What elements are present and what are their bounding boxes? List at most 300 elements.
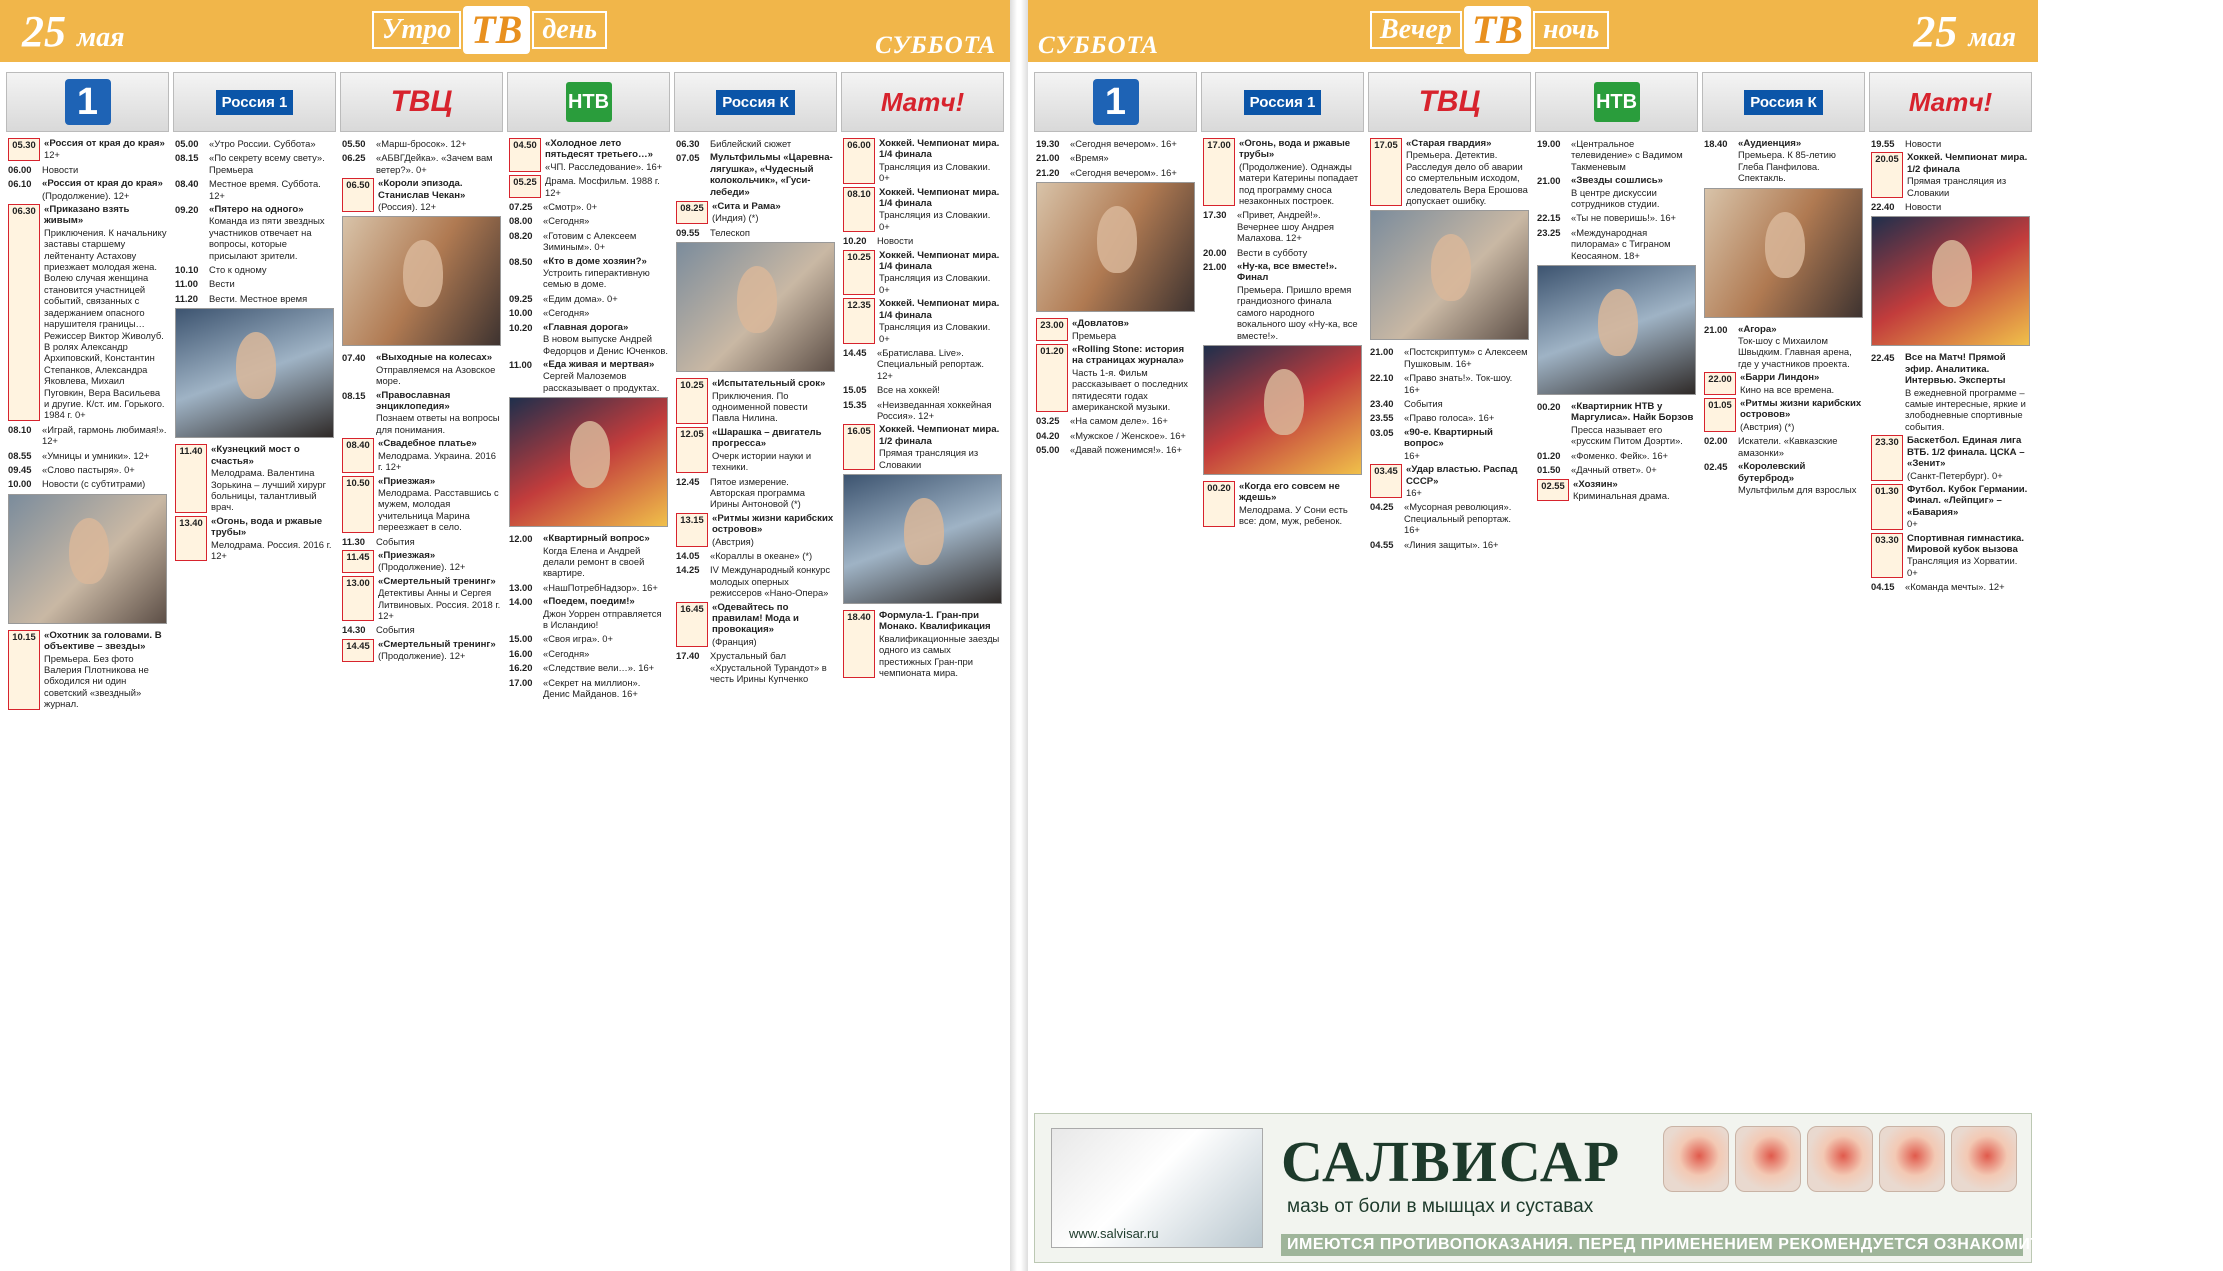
program-title: Спортивная гимнастика. Мировой кубок вызова xyxy=(1907,532,2025,555)
program-title: «Приказано взять живым» xyxy=(44,204,130,227)
program-description: В новом выпуске Андрей Федорцов и Денис Юченков. xyxy=(543,333,668,356)
channel-name-text: Россия 1 xyxy=(216,90,294,115)
program-time: 05.00 xyxy=(175,138,199,149)
program-still-photo xyxy=(676,242,835,372)
program-text xyxy=(543,230,668,253)
program-time: 10.10 xyxy=(175,264,199,276)
program-description: «Право голоса». 16+ xyxy=(1404,412,1495,424)
channel-name: 1 xyxy=(1093,79,1139,125)
program-title: «Пятеро на одного» xyxy=(209,204,304,216)
program-text xyxy=(209,278,334,289)
program-text xyxy=(378,178,501,212)
program-entry xyxy=(1370,138,1529,206)
program-time: 14.05 xyxy=(676,549,700,561)
program-text xyxy=(1237,209,1362,243)
program-time: 15.00 xyxy=(509,633,533,645)
left-channel-column xyxy=(340,72,503,1263)
program-entry xyxy=(676,201,835,224)
program-text xyxy=(209,178,334,201)
program-time: 11.45 xyxy=(342,550,374,573)
channel-name-text: Россия 1 xyxy=(1244,90,1322,115)
program-description: «Готовим с Алексеем Зиминым». 0+ xyxy=(543,229,637,253)
program-time: 21.00 xyxy=(1203,261,1227,273)
program-description: Когда Елена и Андрей делали ремонт в своей квартире. xyxy=(543,544,645,579)
program-still-photo xyxy=(509,397,668,527)
program-time: 06.30 xyxy=(8,204,40,421)
program-title: Мультфильмы «Царевна-лягушка», «Чудесный колокольчик», «Гуси-лебеди» xyxy=(710,152,833,198)
program-entry xyxy=(843,424,1002,470)
program-title: «Агора» xyxy=(1738,323,1777,335)
program-description: «На самом деле». 16+ xyxy=(1070,415,1168,427)
program-description: Детективы Анны и Сергея Литвиновых. Россия. 2018 г. 12+ xyxy=(378,587,501,621)
program-time: 13.15 xyxy=(676,513,708,547)
program-entry xyxy=(1537,464,1696,475)
program-text xyxy=(211,444,334,512)
program-listing xyxy=(340,132,503,1263)
program-entry xyxy=(509,596,668,630)
program-entry xyxy=(1203,209,1362,243)
program-listing xyxy=(1201,132,1364,1105)
program-entry xyxy=(1036,318,1195,341)
program-time: 10.50 xyxy=(342,476,374,533)
program-text xyxy=(710,564,835,598)
program-description: (Продолжение). Однажды матери Катерины попадает под программу сноса незаконных построек. xyxy=(1239,160,1359,207)
program-description: Пресса называет его «русским Питом Доэрти». xyxy=(1571,423,1683,447)
program-entry xyxy=(1036,430,1195,441)
program-time: 23.25 xyxy=(1537,226,1561,238)
program-text xyxy=(545,175,668,198)
program-time: 05.25 xyxy=(509,175,541,198)
program-text xyxy=(1404,501,1529,535)
program-entry xyxy=(175,516,334,562)
program-time: 22.15 xyxy=(1537,212,1561,224)
program-time: 11.00 xyxy=(509,358,532,370)
program-still-photo xyxy=(175,308,334,438)
program-listing xyxy=(6,132,169,1263)
right-tv-logo: Вечер ТВ ночь xyxy=(1370,6,1609,54)
program-description: «Центральное телевидение» с Вадимом Такменевым xyxy=(1571,138,1683,172)
left-page xyxy=(0,0,1010,1271)
program-text xyxy=(710,650,835,684)
program-time: 08.00 xyxy=(509,215,533,227)
program-text xyxy=(1738,461,1863,495)
program-title: «Огонь, вода и ржавые трубы» xyxy=(1239,138,1351,161)
channel-logo xyxy=(173,72,336,132)
program-text xyxy=(42,424,167,447)
program-time: 10.15 xyxy=(8,630,40,710)
program-title: «Барри Линдон» xyxy=(1740,372,1820,384)
program-text xyxy=(1571,464,1696,475)
program-text xyxy=(209,138,334,149)
program-time: 03.30 xyxy=(1871,533,1903,579)
program-description: Мультфильм для взрослых xyxy=(1738,483,1857,495)
right-channel-column xyxy=(1869,72,2032,1105)
program-text xyxy=(1571,450,1696,461)
program-title: «90-е. Квартирный вопрос» xyxy=(1404,426,1493,450)
program-entry xyxy=(8,138,167,161)
program-description: Прямая трансляция из Словакии xyxy=(1907,175,2007,198)
program-text xyxy=(1070,444,1195,455)
program-entry xyxy=(1537,479,1696,502)
program-text xyxy=(1907,533,2030,579)
program-entry xyxy=(1871,152,2030,198)
program-description: Кино на все времена. xyxy=(1740,383,1835,395)
channel-logo xyxy=(674,72,837,132)
program-entry xyxy=(1537,212,1696,223)
program-entry xyxy=(843,347,1002,381)
program-description: «Сегодня» xyxy=(543,215,590,227)
hand-joint-icon xyxy=(1807,1126,1873,1192)
program-time: 07.25 xyxy=(509,201,533,213)
channel-logo xyxy=(6,72,169,132)
program-listing xyxy=(841,132,1004,1263)
program-time: 11.20 xyxy=(175,292,198,304)
program-text xyxy=(1905,352,2030,432)
program-time: 09.25 xyxy=(509,292,533,304)
program-description: Трансляция из Словакии. 0+ xyxy=(879,209,991,232)
program-entry xyxy=(509,648,668,659)
program-title: Футбол. Кубок Германии. Финал. «Лейпциг» – «Бавария» xyxy=(1907,483,2028,518)
program-entry xyxy=(676,227,835,238)
program-description: Мелодрама. Расставшись с мужем, молодая учительница Марина переезжает в село. xyxy=(378,486,499,533)
program-time: 04.20 xyxy=(1036,429,1060,441)
program-title: «Хозяин» xyxy=(1573,478,1618,490)
right-banner xyxy=(1028,0,2038,62)
program-text xyxy=(1070,415,1195,426)
program-description: «АБВГДейка». «Зачем вам ветер?». 0+ xyxy=(376,152,493,175)
program-description: «Фоменко. Фейк». 16+ xyxy=(1571,449,1669,461)
program-description: «Марш-бросок». 12+ xyxy=(376,138,467,149)
program-description: События xyxy=(376,535,415,547)
program-entry xyxy=(509,533,668,579)
program-time: 10.00 xyxy=(509,307,533,319)
program-description: Телескоп xyxy=(710,226,750,238)
program-description: Команда из пяти звездных участников отвечает на вопросы, которые присылают зрители. xyxy=(209,215,325,261)
program-text xyxy=(543,596,668,630)
channel-name xyxy=(216,90,294,115)
program-title: «Ритмы жизни карибских островов» xyxy=(1740,398,1862,421)
program-entry xyxy=(843,610,1002,678)
program-text xyxy=(543,648,668,659)
program-time: 12.00 xyxy=(509,533,533,545)
program-description: «Сегодня» xyxy=(543,307,590,319)
program-title: «Холодное лето пятьдесят третьего…» xyxy=(545,138,653,161)
program-entry xyxy=(509,293,668,304)
program-description: «Своя игра». 0+ xyxy=(543,633,613,645)
ad-website-link[interactable]: www.salvisar.ru xyxy=(1069,1226,1159,1241)
program-time: 21.20 xyxy=(1036,166,1060,178)
program-time: 14.00 xyxy=(509,596,533,608)
actor-face-image xyxy=(69,518,110,585)
program-description: В ежедневной программе – самые интересные, яркие и злободневные спортивные события. xyxy=(1905,386,2026,432)
program-time: 21.00 xyxy=(1704,323,1728,335)
program-text xyxy=(376,352,501,386)
channel-name: НТВ xyxy=(566,82,612,122)
joint-pain-icons xyxy=(1663,1126,2017,1192)
program-title: «Смертельный тренинг» xyxy=(378,575,496,587)
left-tv-logo: Утро ТВ день xyxy=(372,6,607,54)
program-entry xyxy=(342,624,501,635)
left-banner xyxy=(0,0,1010,62)
program-text xyxy=(543,677,668,700)
left-channel-column xyxy=(173,72,336,1263)
program-text xyxy=(543,322,668,356)
program-time: 07.40 xyxy=(342,352,366,364)
program-description: Прямая трансляция из Словакии xyxy=(879,447,979,470)
program-text xyxy=(543,633,668,644)
program-entry xyxy=(8,164,167,175)
program-still-photo xyxy=(1203,345,1362,475)
program-description: Ток-шоу с Михаилом Швыдким. Главная арена, где у участников проекта. xyxy=(1738,335,1852,369)
program-text xyxy=(710,138,835,149)
program-title: «Поедем, поедим!» xyxy=(543,596,635,608)
program-text xyxy=(543,293,668,304)
program-description: «Мужское / Женское». 16+ xyxy=(1070,429,1186,441)
shoulder-joint-icon xyxy=(1951,1126,2017,1192)
program-description: Очерк истории науки и техники. xyxy=(712,449,812,473)
salvisar-advertisement xyxy=(1034,1113,2223,1263)
program-title: «Короли эпизода. Станислав Чекан» xyxy=(378,178,466,201)
program-text xyxy=(42,464,167,475)
knee-joint-icon xyxy=(1663,1126,1729,1192)
program-text xyxy=(1740,398,1863,432)
program-time: 15.35 xyxy=(843,398,867,410)
program-description: (Австрия) (*) xyxy=(1740,420,1795,432)
program-time: 10.25 xyxy=(676,378,708,424)
left-channel-column xyxy=(6,72,169,1263)
program-description: 12+ xyxy=(44,149,60,161)
program-listing xyxy=(1869,132,2032,1105)
program-description: «Братислава. Live». Специальный репортаж. 12+ xyxy=(877,346,984,381)
program-description: «Умницы и умники». 12+ xyxy=(42,449,150,461)
program-text xyxy=(376,390,501,436)
program-description: (Продолжение). 12+ xyxy=(378,650,466,662)
program-text xyxy=(209,264,334,275)
program-entry xyxy=(509,138,668,172)
program-entry xyxy=(676,564,835,598)
right-channel-column xyxy=(1535,72,1698,1105)
program-text xyxy=(42,164,167,175)
program-time: 08.15 xyxy=(342,389,366,401)
program-description: Премьера. Детектив. Расследуя дело об аварии со смертельным исходом, следователь Вера Ерошова допускает ошибку. xyxy=(1406,149,1528,207)
program-entry xyxy=(509,175,668,198)
program-time: 16.00 xyxy=(509,647,533,659)
program-description: Приключения. К начальнику заставы старшему лейтенанту Астахову приезжает молодая жена. Волею случая женщина становится участницей событий, связанных с задержанием опасного нарушителя границы… Режиссер Виктор Живолуб. В ролях Александр Архиповский, Константин Степанков, Александра Яковлева, Михаил Пуговкин, Вера Васильева и другие. К/ст. им. Горького. 1984 г. 0+ xyxy=(44,226,167,421)
program-title: «Квартирник НТВ у Маргулиса». Найк Борзов xyxy=(1571,401,1694,424)
program-entry xyxy=(1871,352,2030,432)
program-entry xyxy=(509,215,668,226)
program-description: (Франция) xyxy=(712,635,757,647)
program-entry xyxy=(843,187,1002,233)
program-entry xyxy=(8,478,167,489)
program-description: Джон Уоррен отправляется в Исландию! xyxy=(543,607,662,630)
program-description: Пятое измерение. Авторская программа Ирины Антоновой (*) xyxy=(710,475,805,510)
program-time: 18.40 xyxy=(843,610,875,678)
program-description: «Неизведанная хоккейная Россия». 12+ xyxy=(877,398,992,421)
program-entry xyxy=(175,278,334,289)
program-time: 08.15 xyxy=(175,152,199,164)
program-text xyxy=(877,347,1002,381)
program-entry xyxy=(509,633,668,644)
program-time: 01.30 xyxy=(1871,484,1903,530)
program-text xyxy=(44,204,167,421)
program-time: 21.00 xyxy=(1370,346,1394,358)
program-text xyxy=(543,307,668,318)
program-description: «Сегодня вечером». 16+ xyxy=(1070,166,1177,178)
program-entry xyxy=(8,424,167,447)
channel-name xyxy=(1244,90,1322,115)
program-entry xyxy=(843,235,1002,246)
program-time: 13.00 xyxy=(342,576,374,622)
program-description: Мелодрама. Россия. 2016 г. 12+ xyxy=(211,538,332,561)
program-text xyxy=(376,138,501,149)
program-text xyxy=(1404,398,1529,409)
program-time: 14.45 xyxy=(342,639,374,662)
program-time: 19.00 xyxy=(1537,138,1561,149)
program-text xyxy=(378,550,501,573)
program-text xyxy=(877,399,1002,422)
right-channel-column xyxy=(1368,72,1531,1105)
program-text xyxy=(1404,412,1529,423)
program-description: IV Международный конкурс молодых оперных режиссеров «Нано-Опера» xyxy=(710,564,831,599)
program-entry xyxy=(1370,427,1529,461)
program-description: Вести в субботу xyxy=(1237,246,1308,258)
program-time: 10.20 xyxy=(843,235,867,247)
program-time: 17.30 xyxy=(1203,209,1227,221)
program-text xyxy=(376,536,501,547)
program-time: 05.50 xyxy=(342,138,366,149)
program-time: 08.40 xyxy=(342,438,374,472)
program-still-photo xyxy=(1704,188,1863,318)
program-text xyxy=(211,516,334,562)
program-text xyxy=(1404,539,1529,550)
program-description: Новости xyxy=(42,163,79,175)
program-text xyxy=(712,378,835,424)
program-description: «Мусорная революция». Специальный репортаж. 16+ xyxy=(1404,501,1512,536)
program-time: 16.05 xyxy=(843,424,875,470)
program-text xyxy=(1571,227,1696,261)
program-description: «Секрет на миллион». Денис Майданов. 16+ xyxy=(543,676,641,699)
program-text xyxy=(879,610,1002,678)
channel-logo xyxy=(1368,72,1531,132)
program-description: «Едим дома». 0+ xyxy=(543,292,618,304)
program-entry xyxy=(676,476,835,510)
program-time: 23.40 xyxy=(1370,398,1394,410)
program-description: Трансляция из Словакии. 0+ xyxy=(879,272,991,295)
program-entry xyxy=(1036,152,1195,163)
program-entry xyxy=(1036,344,1195,412)
program-title: «Старая гвардия» xyxy=(1406,138,1492,149)
program-text xyxy=(1905,581,2030,592)
program-text xyxy=(209,293,334,304)
program-time: 07.05 xyxy=(676,152,700,164)
program-still-photo xyxy=(1871,216,2030,346)
program-entry xyxy=(1871,533,2030,579)
program-description: Познаем ответы на вопросы для понимания. xyxy=(376,412,500,435)
program-time: 08.10 xyxy=(8,423,32,435)
right-channel-column xyxy=(1034,72,1197,1105)
program-still-photo xyxy=(342,216,501,346)
channel-logo xyxy=(841,72,1004,132)
program-time: 10.00 xyxy=(8,478,32,490)
channel-logo xyxy=(1535,72,1698,132)
program-text xyxy=(44,138,167,161)
program-time: 23.30 xyxy=(1871,435,1903,481)
program-description: «Давай поженимся!». 16+ xyxy=(1070,444,1182,456)
program-title: «Rolling Stone: история на страницах журнала» xyxy=(1072,344,1185,367)
program-text xyxy=(1571,138,1696,172)
program-time: 06.25 xyxy=(342,152,366,164)
program-entry xyxy=(509,359,668,393)
program-description: «Играй, гармонь любимая!». 12+ xyxy=(42,423,167,447)
program-text xyxy=(1571,212,1696,223)
program-entry xyxy=(509,677,668,700)
program-listing xyxy=(173,132,336,1263)
program-time: 01.20 xyxy=(1537,449,1561,461)
program-time: 06.10 xyxy=(8,178,32,190)
channel-name: ТВЦ xyxy=(1418,85,1481,118)
right-columns xyxy=(1034,72,2032,1105)
channel-name-text: Россия К xyxy=(1744,90,1823,115)
program-entry xyxy=(1704,461,1863,495)
program-title: «Когда его совсем не ждешь» xyxy=(1239,480,1340,504)
program-text xyxy=(877,235,1002,246)
program-entry xyxy=(676,550,835,561)
ad-brand: САЛВИСАР xyxy=(1281,1129,1622,1194)
actor-face-image xyxy=(737,266,778,333)
program-entry xyxy=(676,513,835,547)
program-time: 17.00 xyxy=(1203,138,1235,206)
channel-name: НТВ xyxy=(1594,82,1640,122)
program-time: 01.50 xyxy=(1537,464,1561,476)
program-text xyxy=(879,250,1002,296)
program-title: «Еда живая и мертвая» xyxy=(543,358,655,370)
program-time: 03.25 xyxy=(1036,415,1060,427)
program-text xyxy=(712,201,835,224)
program-time: 08.20 xyxy=(509,229,533,241)
program-entry xyxy=(676,427,835,473)
actor-face-image xyxy=(1765,212,1806,279)
program-listing xyxy=(1535,132,1698,1105)
program-text xyxy=(1070,138,1195,149)
program-entry xyxy=(843,298,1002,344)
program-description: Трансляция из Хорватии. 0+ xyxy=(1907,555,2018,578)
program-text xyxy=(1905,138,2030,149)
program-title: Все на Матч! Прямой эфир. Аналитика. Интервью. Эксперты xyxy=(1905,352,2006,387)
program-text xyxy=(1571,401,1696,447)
actor-face-image xyxy=(570,421,611,488)
program-description: «Постскриптум» с Алексеем Пушковым. 16+ xyxy=(1404,346,1528,369)
program-listing xyxy=(674,132,837,1263)
program-description: Новости xyxy=(1905,201,1942,213)
program-text xyxy=(1907,152,2030,198)
program-entry xyxy=(175,152,334,175)
program-listing xyxy=(507,132,670,1263)
program-description: Вести xyxy=(209,278,235,290)
program-entry xyxy=(1370,539,1529,550)
program-entry xyxy=(1370,464,1529,498)
back-joint-icon xyxy=(1879,1126,1945,1192)
program-entry xyxy=(1203,138,1362,206)
channel-name: Матч! xyxy=(880,86,965,117)
program-time: 15.05 xyxy=(843,384,867,396)
program-time: 08.10 xyxy=(843,187,875,233)
program-entry xyxy=(1537,450,1696,461)
program-text xyxy=(1406,138,1529,206)
program-entry xyxy=(342,550,501,573)
program-description: «По секрету всему свету». Премьера xyxy=(209,152,325,175)
program-time: 09.45 xyxy=(8,463,32,475)
